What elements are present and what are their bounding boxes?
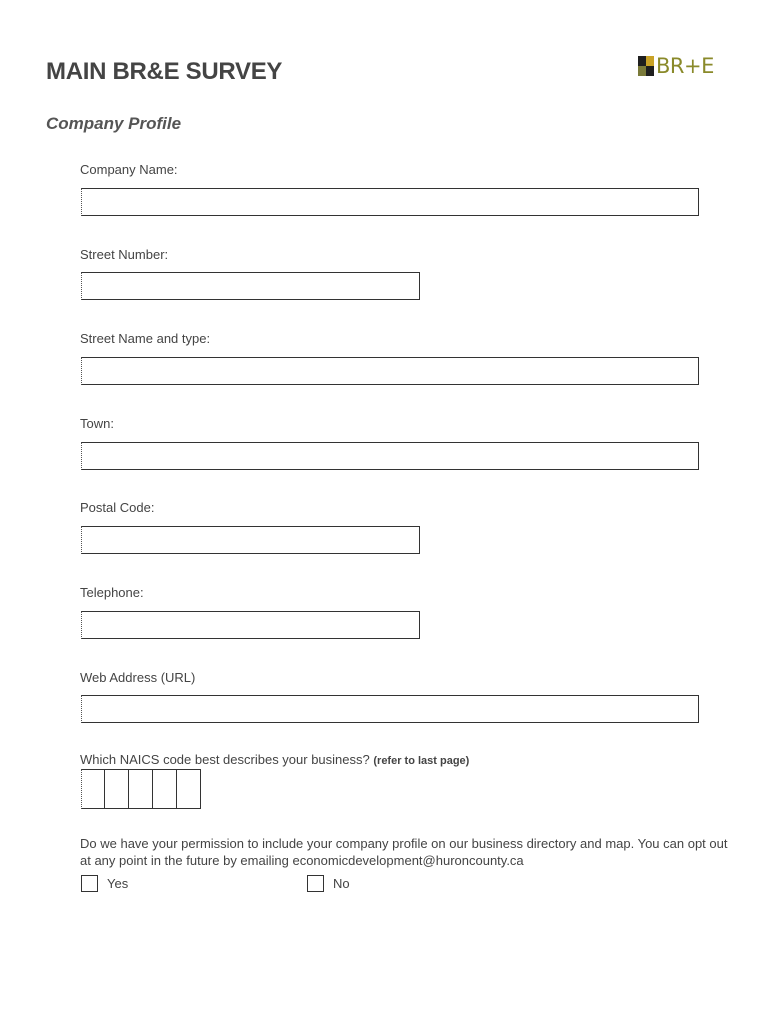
yes-label: Yes (107, 876, 129, 891)
postal-code-label: Postal Code: (80, 500, 155, 515)
town-field[interactable] (81, 442, 699, 470)
page-title: MAIN BR&E SURVEY (46, 58, 283, 85)
postal-code-field[interactable] (81, 526, 420, 554)
naics-digit-2[interactable] (105, 769, 129, 809)
naics-digit-5[interactable] (177, 769, 201, 809)
logo-text: BR+E (656, 54, 714, 78)
naics-code-input[interactable] (81, 769, 201, 809)
naics-digit-1[interactable] (81, 769, 105, 809)
telephone-field[interactable] (81, 611, 420, 639)
naics-digit-4[interactable] (153, 769, 177, 809)
permission-question: Do we have your permission to include your company profile on our business directory and map. You can opt out at any point in the future by emailing economicdevelopment@huroncounty.ca (80, 836, 728, 868)
yes-checkbox[interactable] (81, 875, 98, 892)
permission-option-yes[interactable] (81, 875, 128, 892)
web-address-label: Web Address (URL) (80, 670, 196, 685)
telephone-label: Telephone: (80, 585, 144, 600)
web-address-field[interactable] (81, 695, 699, 723)
street-number-label: Street Number: (80, 247, 169, 262)
permission-option-no[interactable] (307, 875, 350, 892)
street-name-label: Street Name and type: (80, 331, 211, 346)
bre-logo (638, 55, 714, 77)
no-checkbox[interactable] (307, 875, 324, 892)
street-name-field[interactable] (81, 357, 699, 385)
street-number-field[interactable] (81, 272, 420, 300)
company-name-field[interactable] (81, 188, 699, 216)
naics-note: (refer to last page) (373, 755, 470, 767)
no-label: No (333, 876, 350, 891)
naics-question-text: Which NAICS code best describes your business? (80, 752, 370, 767)
logo-mark-icon (638, 56, 654, 76)
naics-digit-3[interactable] (129, 769, 153, 809)
section-title: Company Profile (46, 114, 182, 133)
town-label: Town: (80, 416, 114, 431)
naics-question (80, 752, 469, 767)
company-name-label: Company Name: (80, 162, 178, 177)
